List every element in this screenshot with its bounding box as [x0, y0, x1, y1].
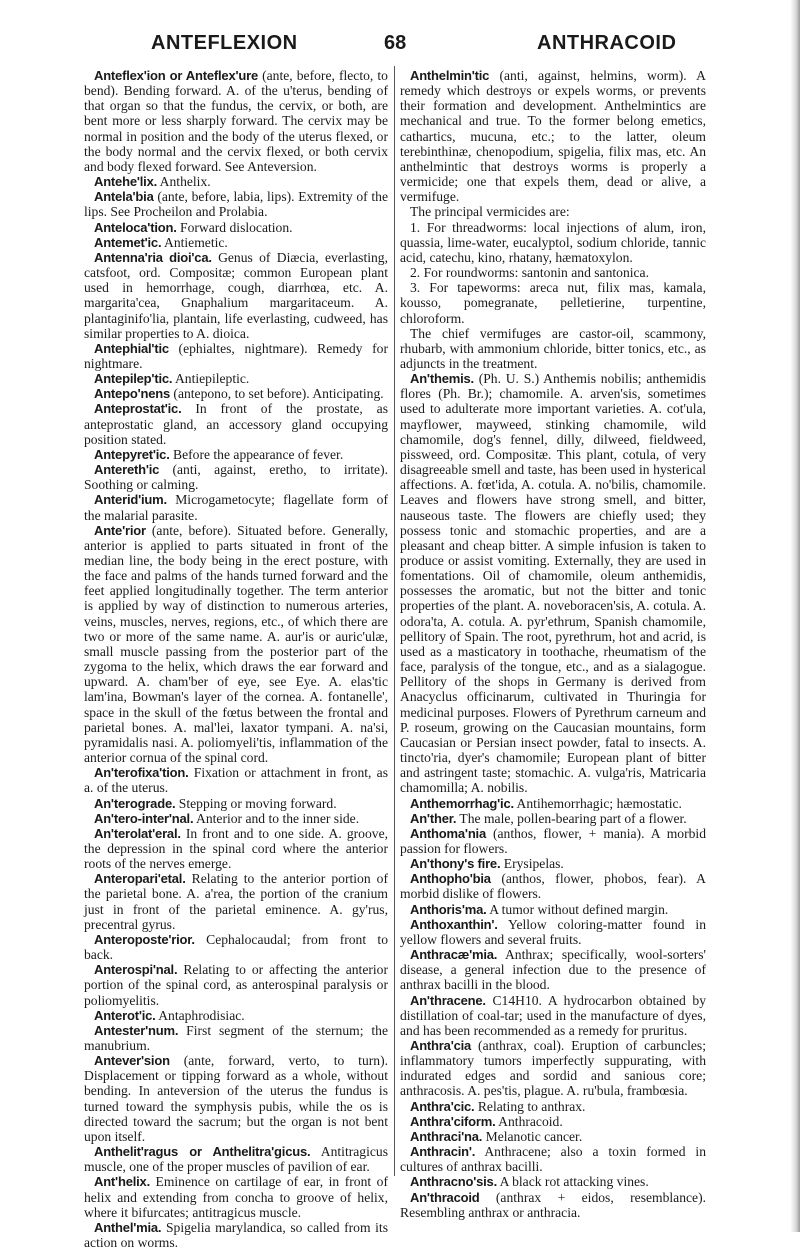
entry-definition: Microgametocyte; flagellate form of the malarial parasite. [84, 492, 388, 523]
entry-definition: 2. For roundworms: santonin and santonica. [410, 265, 649, 281]
dictionary-entry [84, 492, 388, 522]
entry-definition: The chief vermifuges are castor-oil, scammony, rhubarb, with ammonium chloride, bitter tonics, etc., as adjuncts in the treatment. [400, 325, 706, 371]
entry-definition: Anthelix. [157, 174, 211, 190]
entry-headword: Anteroposte'rior. [94, 931, 195, 947]
entry-headword: An'thony's fire. [410, 856, 501, 872]
dictionary-entry [400, 871, 706, 901]
entry-definition: Antitragicus muscle, one of the proper muscles of pavilion of ear. [84, 1144, 388, 1175]
dictionary-entry [84, 811, 388, 826]
left-column [84, 68, 388, 1250]
entry-headword: An'thracoid [410, 1189, 480, 1205]
dictionary-entry [400, 326, 706, 371]
dictionary-entry [400, 220, 706, 265]
entry-definition: First segment of the sternum; the manubrium. [84, 1022, 388, 1053]
entry-headword: Anthra'ciform. [410, 1113, 496, 1129]
entry-definition: (antepono, to set before). Anticipating. [170, 386, 384, 402]
entry-definition: 3. For tapeworms: areca nut, filix mas, kamala, kousso, pomegranate, pelletierine, turpentine, chloroform. [400, 280, 706, 326]
entry-definition: Forward dislocation. [176, 219, 293, 235]
entry-headword: Antepyret'ic. [94, 446, 170, 462]
dictionary-entry [84, 826, 388, 871]
entry-definition: Anthrax; specifically, wool-sorters' disease, a general infection due to the presence of anthrax bacilli in the blood. [400, 947, 706, 993]
entry-definition: The principal vermicides are: [410, 204, 570, 220]
entry-definition: The male, pollen-bearing part of a flower. [456, 810, 687, 826]
dictionary-entry [84, 462, 388, 492]
entry-headword: An'thracene. [410, 992, 486, 1008]
dictionary-entry [400, 826, 706, 856]
entry-definition: (ante, before, flecto, to bend). Bending forward. A. of the u'terus, bending of that organ so that the fundus, the cervix, or both, are bent more or less sharply forward. The cervix may be normal in position and the body of the uterus flexed, or the body normal and the cervix flexed, or both cervix and body flexed forward. See Anteversion. [84, 68, 388, 174]
entry-headword: Anthracin'. [410, 1144, 476, 1160]
entry-headword: Anthelit'ragus or Anthelitra'gicus. [94, 1144, 311, 1160]
entry-headword: Antepo'nens [94, 386, 171, 402]
entry-definition: (ephialtes, nightmare). Remedy for nightmare. [84, 340, 388, 371]
entry-definition: Relating to or affecting the anterior portion of the spinal cord, as anterospinal paralysis or poliomyelitis. [84, 962, 388, 1008]
entry-definition: Yellow coloring-matter found in yellow flowers and several fruits. [400, 916, 706, 947]
entry-headword: Anteflex'ion or Anteflex'ure [94, 68, 259, 83]
entry-headword: Anthelmin'tic [410, 68, 490, 83]
dictionary-entry [84, 1053, 388, 1144]
entry-definition: (Ph. U. S.) Anthemis nobilis; anthemidis flores (Ph. Br.); chamomile. A. arven'sis, sometimes used to adulterate more important varieties. A. cot'ula, mayflower, mayweed, stinking chamomile, wild chamomile, dog's fennel, dilly, dilweed, fieldweed, pissweed, ord. Compositæ. This plant, cotula, of very disagreeable smell and taste, has been used in hysterical affections. A. fœt'ida, A. cotula. A. no'bilis, chamomile. Leaves and flowers have strong smell, and bitter, nauseous taste. The flowers are chiefly used; they possess tonic and stomachic properties, and are a pleasant and cheap bitter. A simple infusion is taken to produce or assist vomiting. Externally, they are used in fomentations. Oil of chamomile, oleum anthemidis, possesses the aromatic, but not the bitter and tonic properties of the plant. A. noveboracen'sis, A. cotula. A. odora'ta, A. cotula. A. pyr'ethrum, Spanish chamomile, pellitory of Spain. The root, pyrethrum, hot and acrid, is used as a masticatory in toothache, rheumatism of the face, paralysis of the tongue, etc., and as a sialagogue. Pellitory of the shops in Germany is derived from Anacyclus officinarum, cultivated in Thuringia for medicinal purposes. Flowers of Pyrethrum carneum and P. roseum, growing on the Caucasian mountains, form Caucasian or Persian insect powder, fatal to insects. A. tincto'ria, dyer's chamomile; European plant of bitter and astringent taste; stomachic. A. vulga'ris, Matricaria chamomilla; A. nobilis. [400, 371, 706, 796]
entry-headword: Antepilep'tic. [94, 371, 173, 387]
dictionary-entry [84, 250, 388, 341]
dictionary-entry [84, 871, 388, 932]
entry-definition: (anti, against, eretho, to irritate). Soothing or calming. [84, 462, 388, 493]
entry-definition: Relating to anthrax. [474, 1098, 586, 1114]
right-column [400, 68, 706, 1220]
entry-headword: Anthopho'bia [410, 871, 491, 887]
dictionary-entry [400, 917, 706, 947]
dictionary-entry [84, 1008, 388, 1023]
entry-headword: An'terolat'eral. [94, 825, 181, 841]
entry-headword: Anteropari'etal. [94, 871, 186, 887]
header-left-guideword: ANTEFLEXION [151, 32, 298, 54]
entry-definition: A black rot attacking vines. [496, 1174, 649, 1190]
dictionary-entry [84, 523, 388, 766]
dictionary-entry [400, 993, 706, 1038]
entry-headword: Anthel'mia. [94, 1219, 162, 1235]
entry-definition: (ante, before). Situated before. Generally, anterior is applied to parts situated in front of the median line, the body being in the erect posture, with the face and palms of the hands turned forward and the feet applied longitudinally together. The term anterior is applied by way of distinction to numerous arteries, veins, muscles, nerves, regions, etc., of which there are two or more of the same name. A. aur'is or auric'ulæ, small muscle passing from the posterior part of the zygoma to the helix, which draws the ear forward and upward. A. cham'ber of eye, see Eye. A. elas'tic lam'ina, Bowman's layer of the cornea. A. fontanelle', space in the skull of the fœtus between the frontal and parietal bones. A. mal'lei, laxator tympani. A. na'si, pyramidalis nasi. A. poliomyeli'tis, inflammation of the anterior cornua of the spinal cord. [84, 522, 388, 766]
entry-definition: (anthos, flower, phobos, fear). A morbid dislike of flowers. [400, 871, 706, 902]
entry-headword: Anthracæ'mia. [410, 947, 498, 963]
entry-headword: An'terograde. [94, 795, 176, 811]
dictionary-entry [84, 341, 388, 371]
dictionary-entry [400, 1144, 706, 1174]
entry-headword: Anthoma'nia [410, 825, 487, 841]
entry-headword: Anthoris'ma. [410, 901, 487, 917]
dictionary-entry [84, 174, 388, 189]
dictionary-entry [400, 856, 706, 871]
entry-headword: Antemet'ic. [94, 234, 162, 250]
entry-headword: Anthra'cia [410, 1038, 472, 1053]
entry-definition: In front of the prostate, as anteprostatic gland, an accessory gland occupying position stated. [84, 401, 388, 447]
column-divider [394, 66, 395, 1176]
dictionary-entry [84, 1220, 388, 1250]
entry-definition: Anterior and to the inner side. [193, 810, 360, 826]
dictionary-entry [400, 265, 706, 280]
entry-definition: Before the appearance of fever. [169, 446, 344, 462]
dictionary-entry [400, 1174, 706, 1189]
entry-definition: 1. For threadworms: local injections of alum, iron, quassia, lime-water, eucalyptol, sodium chloride, tannic acid, catechu, kino, rhatany, hæmatoxylon. [400, 219, 706, 265]
entry-definition: (anthrax + eidos, resemblance). Resembling anthrax or anthracia. [400, 1189, 706, 1220]
entry-definition: Eminence on cartilage of ear, in front of helix and extending from concha to groove of helix, where it bifurcates; antitragicus muscle. [84, 1174, 388, 1220]
dictionary-entry [84, 1023, 388, 1053]
entry-headword: Anthracno'sis. [410, 1174, 497, 1190]
entry-headword: Anteprostat'ic. [94, 401, 182, 417]
entry-headword: Ante'rior [94, 522, 146, 538]
dictionary-entry [84, 371, 388, 386]
dictionary-entry [84, 962, 388, 1007]
entry-definition: Stepping or moving forward. [175, 795, 337, 811]
entry-definition: Melanotic cancer. [482, 1128, 583, 1144]
dictionary-entry [400, 796, 706, 811]
header-right-guideword: ANTHRACOID [537, 32, 677, 54]
dictionary-entry [84, 447, 388, 462]
dictionary-entry [84, 765, 388, 795]
dictionary-entry [400, 1038, 706, 1099]
page-number: 68 [384, 32, 407, 54]
dictionary-entry [400, 1129, 706, 1144]
entry-headword: An'tero-inter'nal. [94, 810, 194, 826]
dictionary-entry [400, 204, 706, 219]
page-edge-shadow [790, 0, 800, 1232]
dictionary-entry [84, 189, 388, 219]
entry-definition: Antaphrodisiac. [155, 1007, 245, 1023]
entry-definition: A tumor without defined margin. [486, 901, 669, 917]
dictionary-entry [84, 235, 388, 250]
entry-definition: C14H10. A hydrocarbon obtained by distillation of coal-tar; used in the manufacture of dyes, and has been recommended as a remedy for pruritus. [400, 992, 706, 1038]
dictionary-entry [84, 220, 388, 235]
entry-headword: Anterospi'nal. [94, 962, 178, 978]
dictionary-entry [84, 68, 388, 174]
entry-definition: Anthracene; also a toxin formed in cultures of anthrax bacilli. [400, 1144, 706, 1175]
entry-definition: Cephalocaudal; from front to back. [84, 931, 388, 963]
running-header [0, 32, 800, 58]
entry-definition: In front and to one side. A. groove, the depression in the spinal cord where the anterior roots of the nerves emerge. [84, 825, 388, 872]
entry-definition: (anthrax, coal). Eruption of carbuncles; inflammatory tumors imperfectly suppurating, with indurated edges and sordid and sanious core; anthracosis. A. pes'tis, plague. A. ru'bula, frambœsia. [400, 1038, 706, 1099]
dictionary-entry [84, 796, 388, 811]
entry-headword: Anthemorrhag'ic. [410, 795, 514, 811]
dictionary-entry [400, 68, 706, 204]
entry-headword: Antever'sion [94, 1053, 170, 1069]
entry-headword: Antereth'ic [94, 462, 160, 478]
entry-definition: Genus of Diæcia, everlasting, catsfoot, ord. Compositæ; common European plant used in hemorrhage, cough, diarrhœa, etc. A. margarita'cea, Gnaphalium margaritaceum. A. plantaginifo'lia, plantain, life everlasting, cudweed, has similar properties to A. dioica. [84, 249, 388, 341]
dictionary-entry [84, 386, 388, 401]
entry-definition: (ante, forward, verto, to turn). Displacement or tipping forward as a whole, without bending. In anteversion of the uterus the fundus is turned toward the symphysis pubis, while the os is directed toward the sacrum; but the organ is not bent upon itself. [84, 1053, 388, 1144]
dictionary-entry [400, 1099, 706, 1114]
entry-definition: (anthos, flower, + mania). A morbid passion for flowers. [400, 825, 706, 856]
dictionary-entry [400, 371, 706, 795]
dictionary-entry [400, 902, 706, 917]
dictionary-entry [400, 1190, 706, 1220]
dictionary-entry [400, 280, 706, 325]
entry-definition: Antiemetic. [161, 234, 228, 250]
dictionary-entry [400, 811, 706, 826]
entry-headword: Anteloca'tion. [94, 219, 177, 235]
entry-headword: Anthoxanthin'. [410, 916, 498, 932]
entry-definition: Antihemorrhagic; hæmostatic. [513, 795, 682, 811]
dictionary-entry [400, 1114, 706, 1129]
entry-headword: Ant'helix. [94, 1174, 150, 1190]
dictionary-entry [84, 401, 388, 446]
entry-headword: Anterid'ium. [94, 492, 167, 508]
entry-headword: Anterot'ic. [94, 1007, 156, 1023]
entry-headword: Anthraci'na. [410, 1128, 483, 1144]
dictionary-entry [84, 932, 388, 962]
entry-definition: (anti, against, helmins, worm). A remedy which destroys or expels worms, or prevents their formation and development. Anthelmintics are mechanical and true. To the former belong emetics, cathartics, mucuna, etc.; to the latter, oleum terebinthinæ, chenopodium, spigelia, filix mas, etc. An anthelmintic that destroys worms is properly a vermicide; one that expels them, dead or alive, a vermifuge. [400, 68, 706, 205]
entry-definition: Anthracoid. [495, 1113, 563, 1129]
entry-headword: Antephial'tic [94, 340, 169, 356]
entry-headword: Antela'bia [94, 189, 154, 205]
entry-headword: An'ther. [410, 810, 457, 826]
entry-headword: Antehe'lix. [94, 174, 158, 190]
entry-headword: Anthra'cic. [410, 1098, 475, 1114]
entry-definition: (ante, before, labia, lips). Extremity of the lips. See Procheilon and Prolabia. [84, 189, 388, 220]
dictionary-entry [84, 1174, 388, 1219]
dictionary-entry [84, 1144, 388, 1174]
entry-headword: An'themis. [410, 371, 474, 387]
entry-definition: Relating to the anterior portion of the parietal bone. A. a'rea, the portion of the cranium just in front of the parietal eminence. A. gy'rus, precentral gyrus. [84, 871, 388, 932]
entry-definition: Fixation or attachment in front, as a. of the uterus. [84, 765, 388, 796]
entry-definition: Spigelia marylandica, so called from its action on worms. [84, 1219, 388, 1250]
dictionary-entry [400, 947, 706, 992]
entry-headword: An'terofixa'tion. [94, 765, 189, 781]
entry-headword: Antester'num. [94, 1022, 179, 1038]
entry-headword: Antenna'ria dioi'ca. [94, 249, 212, 265]
entry-definition: Antiepileptic. [172, 371, 250, 387]
entry-definition: Erysipelas. [500, 856, 564, 872]
